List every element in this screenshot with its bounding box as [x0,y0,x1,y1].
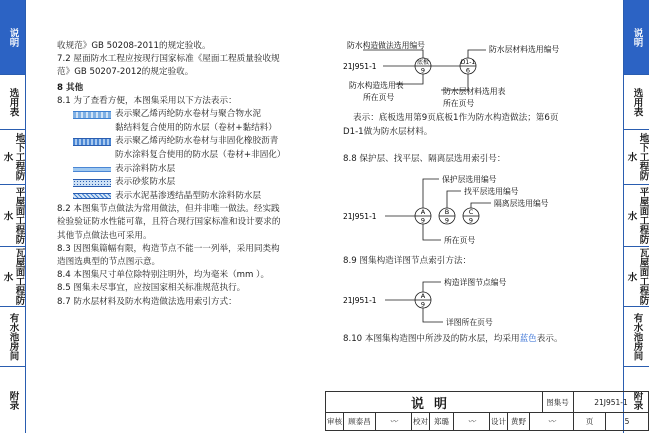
para-8-10-end: 表示。 [536,334,563,344]
reviewer-name: 顾泰昌 [344,413,376,430]
note-line2: D1-1做为防水层材料。 [343,127,433,137]
label-page: 所在页号 [444,236,476,245]
atlas-no: 21J951-1 [594,397,628,407]
index1-left-bottom: 9 [420,66,426,75]
swatch-mortar [73,179,111,187]
index1-right-bottom: 6 [465,66,471,75]
para-8-9: 8.9 图集构造详图节点索引方法： [343,256,472,266]
label-construction-page: 所在页号 [363,93,395,102]
checker-signature: 〰 [454,413,490,430]
index2-a: A [420,208,426,216]
label-material-table: 防水层材料选用表 [443,87,506,96]
legend-item-3 [57,162,323,176]
blue-word: 蓝色 [519,334,537,344]
left-text-column [57,40,323,309]
tab-xuanyongbiao-left[interactable]: 选用表 [0,75,25,130]
para-8-5: 8.5 图集未尽事宜，应按国家相关标准规范执行。 [57,283,246,294]
label-material-page: 所在页号 [443,99,475,108]
index1-code: 21J951-1 [343,62,377,71]
section-8-heading: 8 其他 [57,82,84,93]
swatch-membrane-adhesive [73,111,111,119]
left-tab-bar [0,0,26,433]
index2-a-page: 9 [420,216,426,225]
tab-wawumian-left[interactable]: 瓦屋面工程防水 [1,248,25,305]
para-8-2-line2: 检验验证防水性能可靠，且符合现行国家标准和设计要求的 [57,217,281,228]
para-8-8: 8.8 保护层、找平层、隔离层选用索引号： [343,154,506,164]
label-level: 找平层选用编号 [464,187,519,196]
para-8-1: 8.1 为了查看方便，本图集采用以下方法表示： [57,95,237,106]
swatch-coating [73,167,111,172]
tab-shuoming-right[interactable]: 说明 [624,0,649,75]
designer-name: 黄野 [508,413,530,430]
legend-item-4 [57,176,323,190]
index1-left-top: 底板 [416,59,430,66]
index2-b-page: 9 [444,216,450,225]
right-tab-bar [623,0,649,433]
tab-shuoming-left[interactable]: 说明 [0,0,25,75]
index3-code: 21J951-1 [343,296,377,305]
para-7-1-tail: 收规范》GB 50208-2011的规定验收。 [57,41,211,51]
swatch-cementitious [73,193,111,199]
swatch-membrane-nonsolid [73,138,111,146]
legend-item-5 [57,190,323,204]
label-isolate: 隔离层选用编号 [494,199,549,208]
check-label: 校对 [412,413,430,430]
index-diagram-material [343,40,621,110]
label-construction-table: 防水构造选用表 [349,81,404,90]
index2-b: B [444,208,450,216]
index2-code: 21J951-1 [343,212,377,221]
sheet-title: 说明 [326,392,543,412]
tab-dixia-right[interactable]: 地下工程防水 [624,130,649,185]
page-label: 页 [574,413,606,430]
para-7-2-line1: 7.2 屋面防水工程应按现行国家标准《屋面工程质量验收规 [57,54,280,65]
legend-text-4: 表示砂浆防水层 [115,177,176,188]
label-detail-page: 详图所在页号 [446,318,493,327]
index3-page: 9 [420,300,426,309]
index-diagram-detail [343,270,621,330]
legend-item-1-cont [57,122,323,136]
legend-text-2b: 防水涂料复合使用的防水层（卷材+非固化） [115,149,286,160]
para-7-2-line2: 范》GB 50207-2012的规定验收。 [57,67,194,78]
tab-shuichi-left[interactable]: 有水池房间 [0,307,25,367]
legend-item-2 [57,135,323,149]
legend-list [57,108,323,203]
tab-fulu-left[interactable]: 附录 [7,390,19,410]
label-construction-no: 防水构造做法选用编号 [347,41,425,50]
drawing-sheet [25,0,630,433]
tab-pingwumian-right[interactable]: 平屋面工程防水 [624,185,649,247]
index1-right-top: D1-1 [460,59,476,66]
label-protect: 保护层选用编号 [442,175,497,184]
para-8-10-text: 8.10 本图集构造图中所涉及的防水层，均采用 [343,334,520,344]
note-line1: 表示：底板选用第9页底板1作为防水构造做法；第6页 [353,113,559,123]
title-block-row1 [326,392,648,413]
para-8-3-line1: 8.3 因图集篇幅有限，构造节点不能一一列举，采用同类构 [57,243,280,254]
legend-text-3: 表示涂料防水层 [115,163,176,174]
index2-c: C [468,208,474,216]
page-number: 5 [624,417,630,426]
review-label: 审核 [326,413,344,430]
para-8-10 [343,333,563,346]
right-text-column [343,40,621,385]
label-detail-node: 构造详图节点编号 [444,278,507,287]
designer-signature: 〰 [530,413,574,430]
atlas-no-label: 图集号 [542,392,574,412]
legend-item-2-cont [57,149,323,163]
title-block [325,391,649,431]
para-8-2-line3: 其他节点做法也可采用。 [57,230,152,241]
para-8-4: 8.4 本图集尺寸单位除特别注明外，均为毫米（mm ）。 [57,270,270,281]
tab-fulu-right[interactable]: 附录 [631,390,643,410]
tab-wawumian-right[interactable]: 瓦屋面工程防水 [625,248,649,305]
para-8-7: 8.7 防水层材料及防水构造做法选用索引方式： [57,296,237,307]
index2-c-page: 9 [468,216,474,225]
para-8-3-line2: 造图选典型的节点图示意。 [57,256,161,267]
index-diagram-layers [343,168,621,248]
tab-xuanyongbiao-right[interactable]: 选用表 [624,75,649,130]
title-block-row2 [326,413,648,430]
legend-text-2a: 表示聚乙烯丙纶防水卷材与非固化橡胶沥青 [115,136,279,147]
tab-shuichi-right[interactable]: 有水池房间 [624,307,649,367]
design-label: 设计 [490,413,508,430]
reviewer-signature: 〰 [376,413,412,430]
checker-name: 郑璐 [430,413,454,430]
tab-pingwumian-left[interactable]: 平屋面工程防水 [0,185,25,247]
legend-item-1 [57,108,323,122]
legend-text-1b: 黏结料复合使用的防水层（卷材+黏结料） [115,122,277,133]
index3-a: A [420,292,426,300]
tab-dixia-left[interactable]: 地下工程防水 [0,130,25,185]
legend-text-5: 表示水泥基渗透结晶型防水涂料防水层 [115,190,262,201]
label-material-no: 防水层材料选用编号 [489,45,560,54]
para-8-2-line1: 8.2 本图集节点做法为常用做法，但并非唯一做法。经实践 [57,204,280,215]
legend-text-1a: 表示聚乙烯丙纶防水卷材与聚合物水泥 [115,109,262,120]
